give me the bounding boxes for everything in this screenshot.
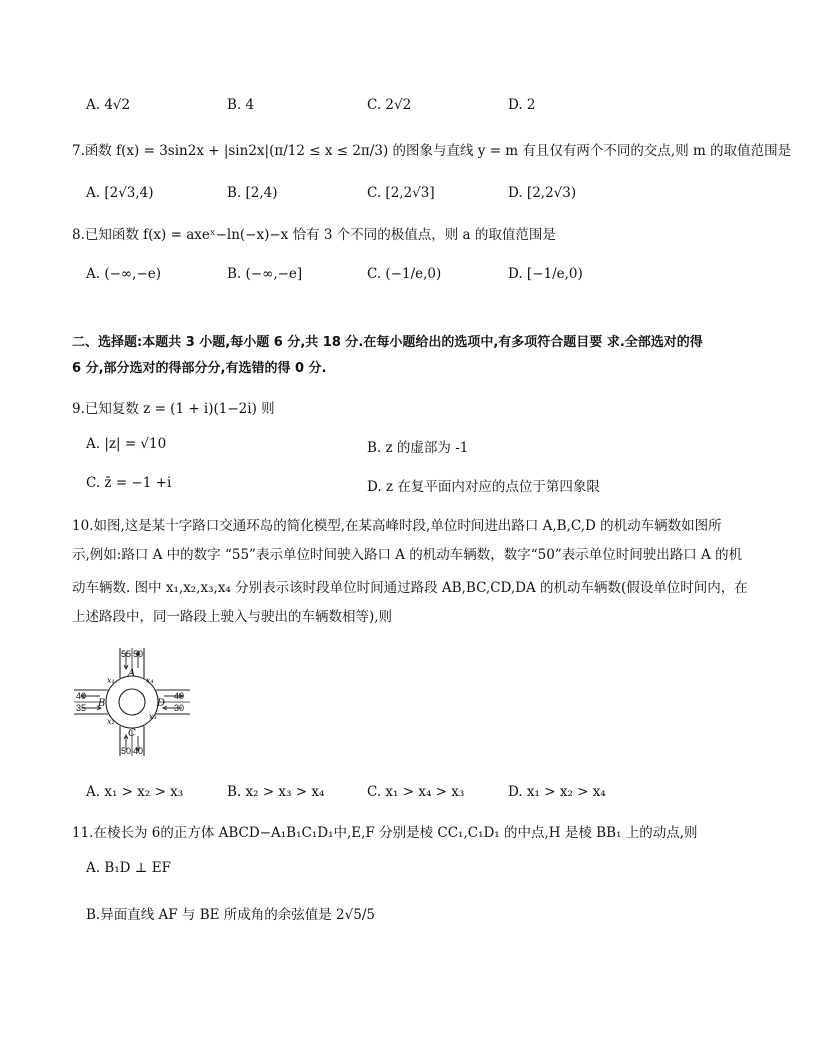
q7-option-a[interactable]: A. [2√3,4) <box>86 185 154 201</box>
q10-option-c[interactable]: C. x₁ > x₄ > x₃ <box>367 784 465 800</box>
right-bottom-number: 30 <box>174 703 185 713</box>
q10-stem-line1: 10.如图,这是某十字路口交通环岛的简化模型,在某高峰时段,单位时间进出路口 A,B,C,D 的机动车辆数如图所 <box>72 518 722 534</box>
q6-option-b[interactable]: B. 4 <box>227 97 255 113</box>
q8-option-b[interactable]: B. (−∞,−e] <box>227 266 303 282</box>
top-in-number: 55 <box>121 649 132 659</box>
q7-option-d[interactable]: D. [2,2√3) <box>508 185 577 201</box>
q9-option-c[interactable]: C. z̄ = −1 +i <box>86 475 172 491</box>
q7-option-c[interactable]: C. [2,2√3] <box>367 185 435 201</box>
q8-option-c[interactable]: C. (−1/e,0) <box>367 266 442 282</box>
q10-option-a[interactable]: A. x₁ > x₂ > x₃ <box>86 784 184 800</box>
q8-option-d[interactable]: D. [−1/e,0) <box>508 266 583 282</box>
right-top-number: 40 <box>174 691 185 701</box>
center-island <box>119 689 145 715</box>
q6-option-a[interactable]: A. 4√2 <box>86 97 131 113</box>
q9-option-b[interactable]: B. z 的虚部为 -1 <box>367 440 469 456</box>
q7-option-b[interactable]: B. [2,4) <box>227 185 278 201</box>
bottom-left-number: 50 <box>121 746 132 756</box>
q6-option-d[interactable]: D. 2 <box>508 97 536 113</box>
q11-option-a[interactable]: A. B₁D ⊥ EF <box>86 860 171 876</box>
x4-label: x₄ <box>146 676 154 685</box>
q8-stem: 8.已知函数 f(x) = axeˣ−ln(−x)−x 恰有 3 个不同的极值点，则 a 的取值范围是 <box>72 227 556 243</box>
roundabout-diagram <box>72 646 192 758</box>
section2-heading-line1: 二、选择题:本题共 3 小题,每小题 6 分,共 18 分.在每小题给出的选项中,有多项符合题目要 求.全部选对的得 <box>72 335 703 350</box>
node-a-label: A <box>128 668 136 679</box>
left-bottom-number: 35 <box>76 703 87 713</box>
lane-dividers <box>74 648 190 756</box>
section2-heading-line2: 6 分,部分选对的得部分分,有选错的得 0 分. <box>72 361 327 376</box>
q10-option-b[interactable]: B. x₂ > x₃ > x₄ <box>227 784 325 800</box>
x1-label: x₁ <box>107 676 115 685</box>
q6-option-c[interactable]: C. 2√2 <box>367 97 412 113</box>
q8-option-a[interactable]: A. (−∞,−e) <box>86 266 162 282</box>
q10-stem-line4: 上述路段中，同一路段上驶入与驶出的车辆数相等),则 <box>72 609 393 625</box>
q7-stem: 7.函数 f(x) = 3sin2x + |sin2x|(π/12 ≤ x ≤ 2π/3) 的图象与直线 y = m 有且仅有两个不同的交点,则 m 的取值范围是 <box>72 143 792 159</box>
node-b-label: B <box>98 698 106 709</box>
node-d-label: D <box>157 698 166 709</box>
q9-option-a[interactable]: A. |z| = √10 <box>86 436 167 452</box>
q9-stem: 9.已知复数 z = (1 + i)(1−2i) 则 <box>72 401 275 417</box>
x2-label: x₂ <box>107 717 115 726</box>
top-out-number: 50 <box>133 649 144 659</box>
q10-stem-line3: 动车辆数. 图中 x₁,x₂,x₃,x₄ 分别表示该时段单位时间通过路段 AB,BC,CD,DA 的机动车辆数(假设单位时间内，在 <box>72 580 748 596</box>
q9-option-d[interactable]: D. z 在复平面内对应的点位于第四象限 <box>367 479 600 495</box>
left-top-number: 40 <box>76 691 87 701</box>
node-c-label: C <box>128 728 136 739</box>
q10-option-d[interactable]: D. x₁ > x₂ > x₄ <box>508 784 606 800</box>
q11-stem: 11.在棱长为 6的正方体 ABCD−A₁B₁C₁D₁中,E,F 分别是棱 CC₁,C₁D₁ 的中点,H 是棱 BB₁ 上的动点,则 <box>72 825 698 841</box>
bottom-right-number: 40 <box>133 746 144 756</box>
q11-option-b[interactable]: B.异面直线 AF 与 BE 所成角的余弦值是 2√5/5 <box>86 907 375 923</box>
x3-label: x₃ <box>149 712 157 721</box>
q10-stem-line2: 示,例如:路口 A 中的数字 “55”表示单位时间驶入路口 A 的机动车辆数，数字“50”表示单位时间驶出路口 A 的机 <box>72 547 743 563</box>
